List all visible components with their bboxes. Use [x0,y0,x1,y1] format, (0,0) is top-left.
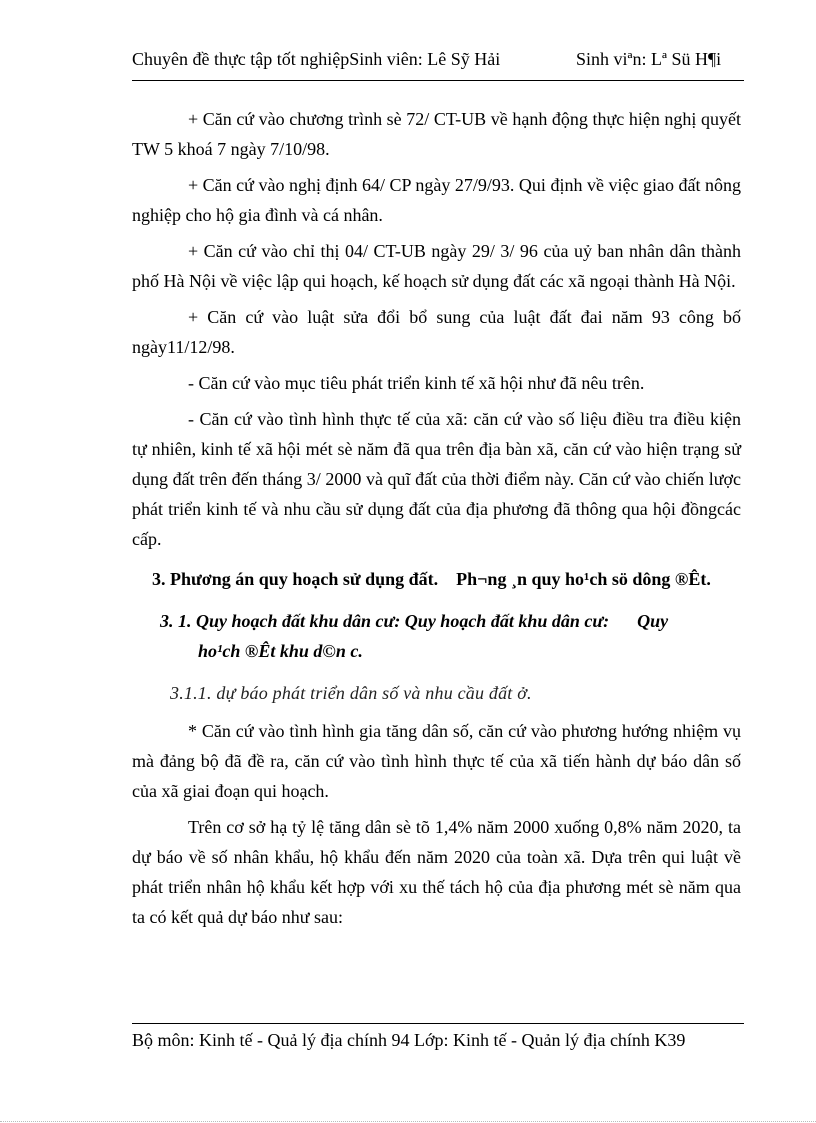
header-divider [132,80,744,81]
paragraph: Trên cơ sở hạ tỷ lệ tăng dân sè tõ 1,4% năm 2000 xuống 0,8% năm 2020, ta dự báo về số nhân khẩu, hộ khẩu đến năm 2020 của toàn xã. Dựa trên qui luật về phát triển nhân hộ khẩu kết hợp với xu thế tách hộ của địa phương mét sè năm qua ta có kết quả dự báo như sau: [132,817,741,927]
paragraph: + Căn cứ vào chỉ thị 04/ CT-UB ngày 29/ 3/ 96 của uỷ ban nhân dân thành phố Hà Nội về việc lập qui hoạch, kế hoạch sử dụng đất các xã ngoại thành Hà Nội. [132,241,741,291]
page-header [132,49,744,70]
section-heading-garbled: Ph¬ng ¸n quy ho¹ch sö dông ®Êt. [456,569,711,589]
paragraph: - Căn cứ vào tình hình thực tế của xã: căn cứ vào số liệu điều tra điều kiện tự nhiên, kinh tế xã hội mét sè năm đã qua trên địa bàn xã, căn cứ vào hiện trạng sử dụng đất trên đến tháng 3/ 2000 và quĩ đất của thời điểm này. Căn cứ vào chiến lược phát triển kinh tế và nhu cầu sử dụng đất của địa phương đã thông qua hội đồngcác cấp. [132,409,741,549]
page-footer: Bộ môn: Kinh tế - Quả lý địa chính 94 Lớp: Kinh tế - Quản lý địa chính K39 [132,1030,686,1050]
header-left-text: Chuyên đề thực tập tốt nghiệpSinh viên: Lê Sỹ Hải [132,49,501,69]
paragraph: * Căn cứ vào tình hình gia tăng dân số, căn cứ vào phương hướng nhiệm vụ mà đảng bộ đã đề ra, căn cứ vào tình hình thực tế của xã tiến hành dự báo dân số của xã giai đoạn qui hoạch. [132,721,741,801]
subsection-heading-garbled-2: ho¹ch ®Êt khu d©n c. [198,641,363,661]
subsection-heading-garbled-1: Quy [637,611,669,631]
paragraph: + Căn cứ vào chương trình sè 72/ CT-UB về hạnh động thực hiện nghị quyết TW 5 khoá 7 ngày 7/10/98. [132,109,741,159]
document-body [132,104,741,938]
page-edge-divider [0,1121,816,1122]
section-heading-text: 3. Phương án quy hoạch sử dụng đất. [152,569,439,589]
subsection-heading-text: 3. 1. Quy hoạch đất khu dân cư: Quy hoạch đất khu dân cư: [160,611,610,631]
footer-divider [132,1023,744,1024]
paragraph: - Căn cứ vào mục tiêu phát triển kinh tế xã hội như đã nêu trên. [188,373,645,393]
header-right-text: Sinh viªn: Lª Sü H¶i [576,49,722,69]
sub-subsection-heading: 3.1.1. dự báo phát triển dân số và nhu cầu đất ở. [170,683,532,703]
section-heading [152,564,741,594]
paragraph: + Căn cứ vào luật sửa đổi bổ sung của luật đất đai năm 93 công bố ngày11/12/98. [132,307,741,357]
subsection-heading [160,606,730,666]
paragraph: + Căn cứ vào nghị định 64/ CP ngày 27/9/93. Qui định về việc giao đất nông nghiệp cho hộ gia đình và cá nhân. [132,175,741,225]
